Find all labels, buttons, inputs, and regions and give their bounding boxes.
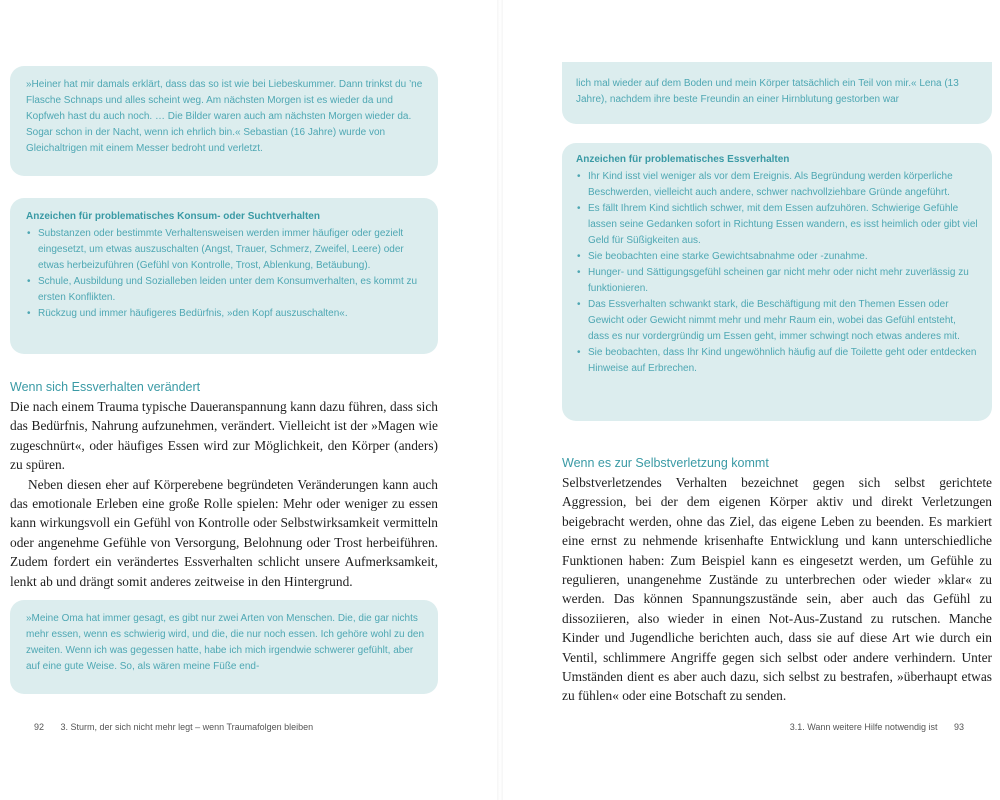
quote-box-oma bbox=[10, 600, 438, 694]
page-number: 93 bbox=[953, 722, 964, 732]
signs-box-title: Anzeichen für problematisches Essverhalten bbox=[576, 154, 790, 165]
list-item: • Es fällt Ihrem Kind sichtlich schwer, mit dem Essen aufzuhören. Schwierige Gefühle lassen seine Gedanken sofort in Richtung Essen wandern, es isst heimlich oder gibt viel Geld für Süßigkeiten aus. bbox=[576, 201, 978, 249]
body-text-selfharm bbox=[562, 473, 992, 706]
paragraph: Selbstverletzendes Verhalten bezeichnet gegen sich selbst gerichtete Aggression, bei der dem eigenen Körper aktiv und direkt Verletzungen beigebracht werden, ohne das Ziel, das eigene Leben zu beenden. Es markiert eine ernst zu nehmende krisenhafte Entwicklung und kann unterschiedliche Funktionen haben: Zum Beispiel kann es eingesetzt werden, um Gefühle zu regulieren, unangenehme Zustände zu unterbrechen oder wieder »klar« zu werden. Das können Spannungszustände sein, aber auch das Gefühl zu dissoziieren, also wieder in einen Not-Aus-Zustand zu rutschen. Manche Kinder und Jugendliche berichten auch, dass sie auf diese Art wie durch ein Ventil, schlimmere Angriffe gegen sich selbst oder andere verhindern. Unter Umständen dient es aber auch dazu, sich selbst zu bestrafen, »überhaupt etwas zu fühlen« oder eine Botschaft zu senden. bbox=[562, 475, 992, 704]
body-text-eating bbox=[10, 397, 438, 591]
list-item: • Sie beobachten, dass Ihr Kind ungewöhnlich häufig auf die Toilette geht oder entdecken Hinweise auf Erbrechen. bbox=[576, 345, 978, 377]
signs-box-eating bbox=[562, 143, 992, 421]
list-item: • Sie beobachten eine starke Gewichtsabnahme oder -zunahme. bbox=[576, 249, 978, 265]
quote-text: lich mal wieder auf dem Boden und mein Körper tatsächlich ein Teil von mir.« Lena (13 Jahre), nachdem ihre beste Freundin an einer Hirnblutung gestorben war bbox=[576, 78, 959, 105]
list-item: • Hunger- und Sättigungsgefühl scheinen gar nicht mehr oder nicht mehr zuverlässig zu funktionieren. bbox=[576, 265, 978, 297]
quote-text: »Meine Oma hat immer gesagt, es gibt nur zwei Arten von Menschen. Die, die gar nichts mehr essen, wenn es schwierig wird, und die, die nur noch essen. Ich gehöre wohl zu den zweiten. Wenn ich was gegessen hatte, habe ich mich irgendwie schwerer gefühlt, aber auf eine gute Weise. So, als wären meine Füße end- bbox=[26, 613, 425, 672]
signs-list bbox=[576, 169, 978, 377]
list-item: • Schule, Ausbildung und Sozialleben leiden unter dem Konsumverhalten, es kommt zu ersten Konflikten. bbox=[26, 274, 424, 306]
right-page bbox=[500, 0, 1000, 800]
page-footer-right bbox=[790, 722, 964, 732]
paragraph: Neben diesen eher auf Körperebene begründeten Veränderungen kann auch das emotionale Erleben eine große Rolle spielen: Mehr oder weniger zu essen kann wirkungsvoll ein Gefühl von Kontrolle oder Selbstwirksamkeit vermitteln oder angenehme Gefühle von Versorgung, Belohnung oder Trost herbeiführen. Zudem fordert ein verändertes Essverhalten schlicht unsere Aufmerksamkeit, lenkt ab und drängt somit anderes zeitweise in den Hintergrund. bbox=[10, 476, 438, 589]
list-item: • Rückzug und immer häufigeres Bedürfnis, »den Kopf auszuschalten«. bbox=[26, 306, 424, 322]
list-item: • Das Essverhalten schwankt stark, die Beschäftigung mit den Themen Essen oder Gewicht oder Gewicht nimmt mehr und mehr Raum ein, wobei das Gefühl entsteht, dass es nur vordergründig um Essen geht, immer schwingt noch etwas anderes mit. bbox=[576, 297, 978, 345]
signs-box-title: Anzeichen für problematisches Konsum- oder Suchtverhalten bbox=[26, 211, 320, 222]
quote-box-sebastian bbox=[10, 66, 438, 176]
section-heading-eating: Wenn sich Essverhalten verändert bbox=[10, 380, 201, 394]
running-chapter: 3. Sturm, der sich nicht mehr legt – wenn Traumafolgen bleiben bbox=[60, 722, 314, 732]
paragraph: Die nach einem Trauma typische Daueranspannung kann dazu führen, dass sich das Bedürfnis, Nahrung aufzunehmen, verändert. Vielleicht ist der »Magen wie zugeschnürt«, oder häufiges Essen wird zur Möglichkeit, den Körper (anders) zu spüren. bbox=[10, 399, 438, 473]
list-item: • Ihr Kind isst viel weniger als vor dem Ereignis. Als Begründung werden körperliche Beschwerden, vielleicht auch andere, schwer nachvollziehbare Gründe angeführt. bbox=[576, 169, 978, 201]
list-item: • Substanzen oder bestimmte Verhaltensweisen werden immer häufiger oder gezielt eingesetzt, um etwas auszuschalten (Angst, Trauer, Schmerz, Zweifel, Leere) oder etwas herbeizuführen (Gefühl von Kontrolle, Trost, Ablenkung, Betäubung). bbox=[26, 226, 424, 274]
section-heading-selfharm: Wenn es zur Selbstverletzung kommt bbox=[562, 456, 769, 470]
page-footer-left bbox=[34, 722, 313, 732]
signs-list bbox=[26, 226, 424, 322]
quote-text: »Heiner hat mir damals erklärt, dass das so ist wie bei Liebeskummer. Dann trinkst du ’ne Flasche Schnaps und alles scheint weg. Am nächsten Morgen ist es wieder da und Kopfweh hast du auch noch. … Die Bilder waren auch am nächsten Morgen wieder da. Sogar schon in der Nacht, wenn ich ehrlich bin.« Sebastian (16 Jahre) wurde von Gleichaltrigen mit einem Messer bedroht und verletzt. bbox=[26, 79, 423, 154]
page-number: 92 bbox=[34, 722, 45, 732]
signs-box-consumption bbox=[10, 198, 438, 354]
quote-box-lena bbox=[562, 62, 992, 124]
running-section: 3.1. Wann weitere Hilfe notwendig ist bbox=[789, 722, 938, 732]
